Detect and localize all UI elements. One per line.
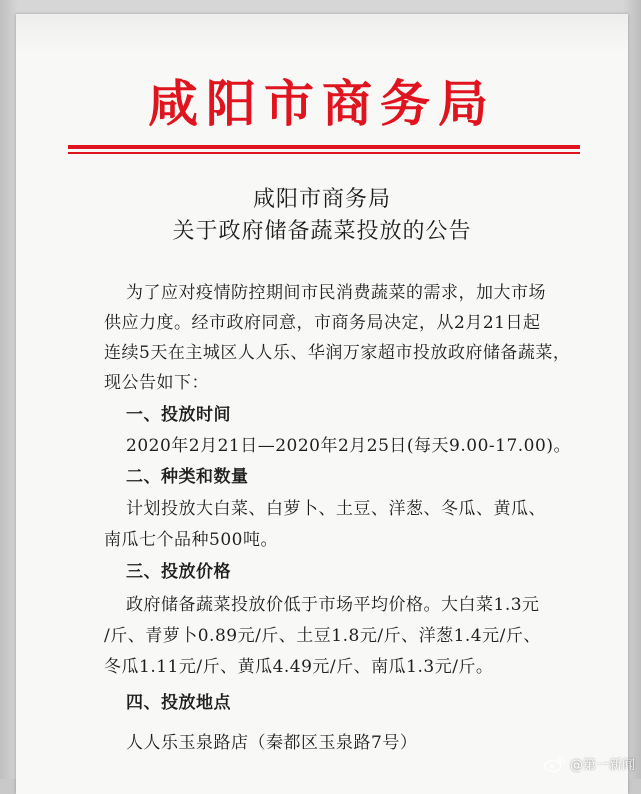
section2-heading: 二、种类和数量 <box>126 467 249 487</box>
section4-heading: 四、投放地点 <box>126 693 231 713</box>
section3-line-1: 政府储备蔬菜投放价低于市场平均价格。大白菜1.3元 <box>126 595 540 615</box>
section1-heading: 一、投放时间 <box>126 405 231 425</box>
weibo-icon <box>544 755 566 773</box>
section2-line-1: 计划投放大白菜、白萝卜、土豆、洋葱、冬瓜、黄瓜、 <box>126 499 546 519</box>
header-rule-thick <box>68 145 580 149</box>
section1-text: 2020年2月21日—2020年2月25日(每天9.00-17.00)。 <box>126 436 571 456</box>
intro-line-2: 供应力度。经市政府同意，市商务局决定，从2月21日起 <box>104 313 541 333</box>
intro-line-1: 为了应对疫情防控期间市民消费蔬菜的需求，加大市场 <box>126 283 546 303</box>
watermark <box>544 754 635 773</box>
section2-line-2: 南瓜七个品种500吨。 <box>104 530 278 550</box>
header-rule-thin <box>68 152 580 154</box>
section3-heading: 三、投放价格 <box>126 562 231 582</box>
section3-line-3: 冬瓜1.11元/斤、黄瓜4.49元/斤、南瓜1.3元/斤。 <box>104 657 494 677</box>
notice-title-line1: 咸阳市商务局 <box>252 187 391 212</box>
section4-line-1: 人人乐玉泉路店（秦都区玉泉路7号） <box>126 733 418 753</box>
org-header: 咸阳市商务局 <box>148 74 496 133</box>
intro-line-4: 现公告如下： <box>104 373 209 393</box>
document-page <box>16 14 628 794</box>
watermark-text: @第一新闻 <box>569 758 635 773</box>
intro-line-3: 连续5天在主城区人人乐、华润万家超市投放政府储备蔬菜， <box>104 343 571 363</box>
notice-title-line2: 关于政府储备蔬菜投放的公告 <box>172 219 472 244</box>
section3-line-2: /斤、青萝卜0.89元/斤、土豆1.8元/斤、洋葱1.4元/斤、 <box>104 626 541 646</box>
